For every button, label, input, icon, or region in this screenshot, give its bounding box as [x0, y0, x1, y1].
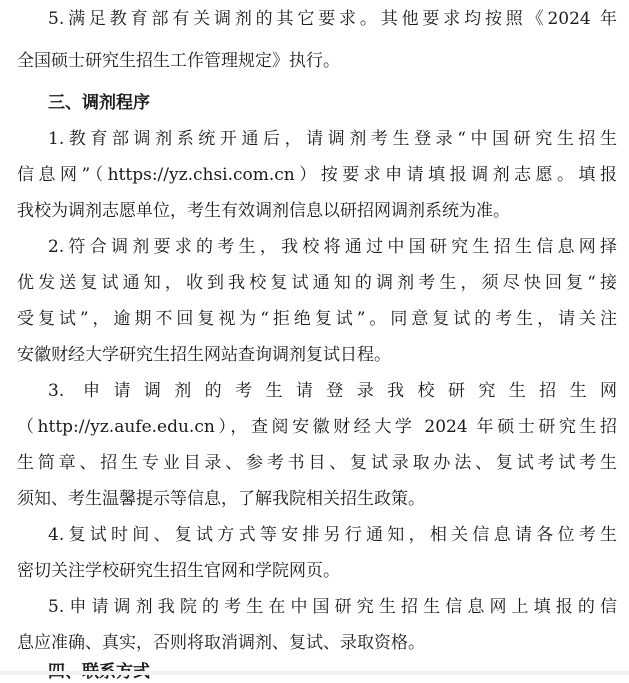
- paragraph-line: 优发送复试通知，收到我校复试通知的调剂考生，须尽快回复“接: [17, 273, 617, 293]
- paragraph-line: 全国硕士研究生招生工作管理规定》执行。: [17, 51, 340, 71]
- page-bottom-edge: [0, 671, 629, 675]
- paragraph-line: 安徽财经大学研究生招生网站查询调剂复试日程。: [17, 345, 391, 365]
- paragraph-line: 信息网”（https://yz.chsi.com.cn）按要求申请填报调剂志愿。填报: [17, 165, 617, 185]
- paragraph-line: 息应准确、真实，否则将取消调剂、复试、录取资格。: [17, 633, 425, 653]
- paragraph-line: 密切关注学校研究生招生官网和学院网页。: [17, 561, 340, 581]
- paragraph-line: 须知、考生温馨提示等信息，了解我院相关招生政策。: [17, 489, 425, 509]
- paragraph-line: 1.教育部调剂系统开通后，请调剂考生登录“中国研究生招生: [48, 129, 617, 149]
- paragraph-line: 我校为调剂志愿单位，考生有效调剂信息以研招网调剂系统为准。: [17, 201, 510, 221]
- paragraph-line: 2.符合调剂要求的考生，我校将通过中国研究生招生信息网择: [48, 237, 617, 257]
- paragraph-line: 5.满足教育部有关调剂的其它要求。其他要求均按照《2024 年: [48, 9, 617, 29]
- paragraph-line: （http://yz.aufe.edu.cn），查阅安徽财经大学 2024 年硕士研究生招: [17, 417, 617, 437]
- paragraph-line: 4.复试时间、复试方式等安排另行通知，相关信息请各位考生: [48, 525, 617, 545]
- paragraph-line: 5.申请调剂我院的考生在中国研究生招生信息网上填报的信: [48, 597, 617, 617]
- paragraph-line: 3. 申请调剂的考生请登录我校研究生招生网: [48, 381, 617, 401]
- section-heading-procedure: 三、调剂程序: [48, 93, 150, 113]
- paragraph-line: 受复试”，逾期不回复视为“拒绝复试”。同意复试的考生，请关注: [17, 309, 617, 329]
- paragraph-line: 生简章、招生专业目录、参考书目、复试录取办法、复试考试考生: [17, 453, 617, 473]
